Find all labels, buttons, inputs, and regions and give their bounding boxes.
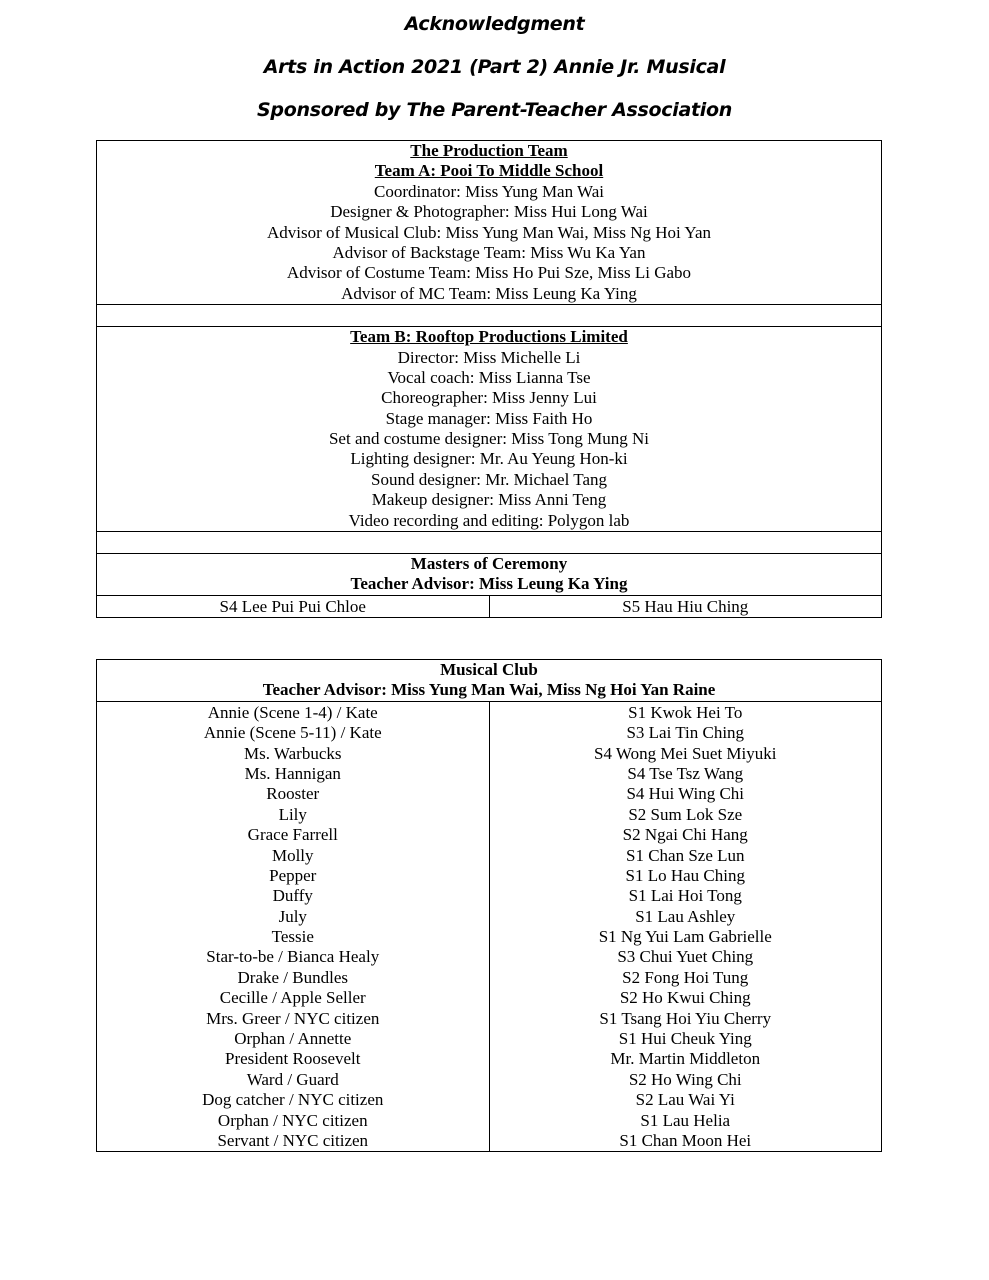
club-advisor: Teacher Advisor: Miss Yung Man Wai, Miss Ng Hoi Yan Raine — [262, 680, 716, 700]
role-name: Star-to-be / Bianca Healy — [206, 947, 380, 967]
role-name: Annie (Scene 1-4) / Kate — [207, 702, 378, 722]
role-name: Ms. Warbucks — [244, 743, 342, 763]
club-cast-list — [97, 702, 881, 1152]
team-b-line: Sound designer: Mr. Michael Tang — [371, 469, 607, 489]
club-title: Musical Club — [440, 660, 538, 679]
club-header — [97, 660, 881, 702]
cast-member: Mr. Martin Middleton — [610, 1049, 761, 1069]
role-name: Molly — [271, 845, 314, 865]
team-a-line: Coordinator: Miss Yung Man Wai — [373, 181, 604, 201]
cast-member: S1 Ng Yui Lam Gabrielle — [598, 927, 772, 947]
cast-member: S2 Ho Kwui Ching — [619, 988, 751, 1008]
role-name: Dog catcher / NYC citizen — [202, 1090, 384, 1110]
role-name: Duffy — [272, 886, 313, 906]
team-b-line: Video recording and editing: Polygon lab — [348, 510, 630, 530]
cast-member: S4 Wong Mei Suet Miyuki — [593, 743, 777, 763]
cast-member: S4 Tse Tsz Wang — [627, 763, 744, 783]
mc-member: S4 Lee Pui Pui Chloe — [97, 596, 490, 617]
team-a-line: Advisor of Musical Club: Miss Yung Man Wai, Miss Ng Hoi Yan — [267, 222, 711, 242]
cast-member: S1 Kwok Hei To — [628, 702, 743, 722]
team-b-line: Director: Miss Michelle Li — [397, 347, 581, 367]
role-name: July — [278, 906, 307, 926]
team-a-line: Designer & Photographer: Miss Hui Long Wai — [330, 202, 648, 222]
cast-member: S1 Lo Hau Ching — [625, 865, 745, 885]
cast-member: S1 Lai Hoi Tong — [628, 886, 742, 906]
cast-member: S3 Lai Tin Ching — [626, 723, 745, 743]
cast-member: S2 Lau Wai Yi — [635, 1090, 735, 1110]
cast-column — [490, 702, 882, 1152]
team-b-line: Stage manager: Miss Faith Ho — [385, 408, 593, 428]
team-b-section — [97, 327, 881, 532]
role-name: Ms. Hannigan — [244, 763, 341, 783]
musical-club-table — [96, 659, 882, 1152]
cast-member: S1 Tsang Hoi Yiu Cherry — [599, 1008, 772, 1028]
role-name: Annie (Scene 5-11) / Kate — [203, 723, 382, 743]
production-team-table — [96, 140, 882, 618]
spacer-row — [97, 305, 881, 327]
role-name: Pepper — [269, 865, 317, 885]
role-name: Orphan / Annette — [234, 1029, 352, 1049]
role-name: Rooster — [266, 784, 320, 804]
role-name: Tessie — [271, 927, 314, 947]
production-team-heading: The Production Team — [410, 141, 568, 160]
cast-member: S2 Fong Hoi Tung — [622, 967, 749, 987]
cast-member: S1 Hui Cheuk Ying — [618, 1029, 752, 1049]
cast-member: S1 Chan Moon Hei — [619, 1130, 752, 1150]
team-a-section — [97, 141, 881, 305]
team-b-name: Team B: Rooftop Productions Limited — [350, 327, 628, 347]
cast-member: S2 Sum Lok Sze — [628, 804, 743, 824]
role-name: Mrs. Greer / NYC citizen — [206, 1008, 380, 1028]
team-a-name: Team A: Pooi To Middle School — [374, 161, 604, 181]
mc-member: S5 Hau Hiu Ching — [622, 596, 749, 616]
team-b-line: Choreographer: Miss Jenny Lui — [381, 388, 597, 408]
role-name: Cecille / Apple Seller — [219, 988, 366, 1008]
role-name: Servant / NYC citizen — [217, 1130, 369, 1150]
cast-member: S1 Lau Helia — [640, 1110, 731, 1130]
mc-title: Masters of Ceremony — [410, 554, 568, 574]
sponsor-line: Sponsored by The Parent-Teacher Association — [257, 99, 732, 121]
role-name: Grace Farrell — [247, 825, 338, 845]
event-subtitle: Arts in Action 2021 (Part 2) Annie Jr. Musical — [263, 56, 726, 78]
cast-member: S4 Hui Wing Chi — [626, 784, 745, 804]
team-b-line: Set and costume designer: Miss Tong Mung Ni — [328, 429, 650, 449]
cast-member: S3 Chui Yuet Ching — [617, 947, 754, 967]
mc-members-row — [97, 596, 881, 617]
team-a-line: Advisor of MC Team: Miss Leung Ka Ying — [341, 283, 637, 303]
team-a-lines — [97, 182, 881, 304]
role-name: Ward / Guard — [246, 1069, 339, 1089]
mc-advisor: Teacher Advisor: Miss Leung Ka Ying — [350, 574, 628, 594]
role-name: Lily — [278, 804, 307, 824]
role-name: Orphan / NYC citizen — [217, 1110, 368, 1130]
team-b-line: Lighting designer: Mr. Au Yeung Hon-ki — [350, 449, 628, 469]
team-b-line: Makeup designer: Miss Anni Teng — [371, 490, 607, 510]
spacer-row — [97, 532, 881, 554]
role-name: President Roosevelt — [224, 1049, 361, 1069]
team-b-lines — [97, 348, 881, 532]
cast-member: S2 Ngai Chi Hang — [622, 825, 748, 845]
role-name: Drake / Bundles — [237, 967, 348, 987]
cast-member: S1 Lau Ashley — [635, 906, 736, 926]
team-b-line: Vocal coach: Miss Lianna Tse — [387, 367, 591, 387]
page-title: Acknowledgment — [404, 13, 585, 35]
mc-section — [97, 554, 881, 596]
roles-column — [97, 702, 490, 1152]
cast-member: S1 Chan Sze Lun — [625, 845, 745, 865]
team-a-line: Advisor of Costume Team: Miss Ho Pui Sze, Miss Li Gabo — [286, 263, 692, 283]
cast-member: S2 Ho Wing Chi — [628, 1069, 742, 1089]
team-a-line: Advisor of Backstage Team: Miss Wu Ka Yan — [332, 242, 646, 262]
